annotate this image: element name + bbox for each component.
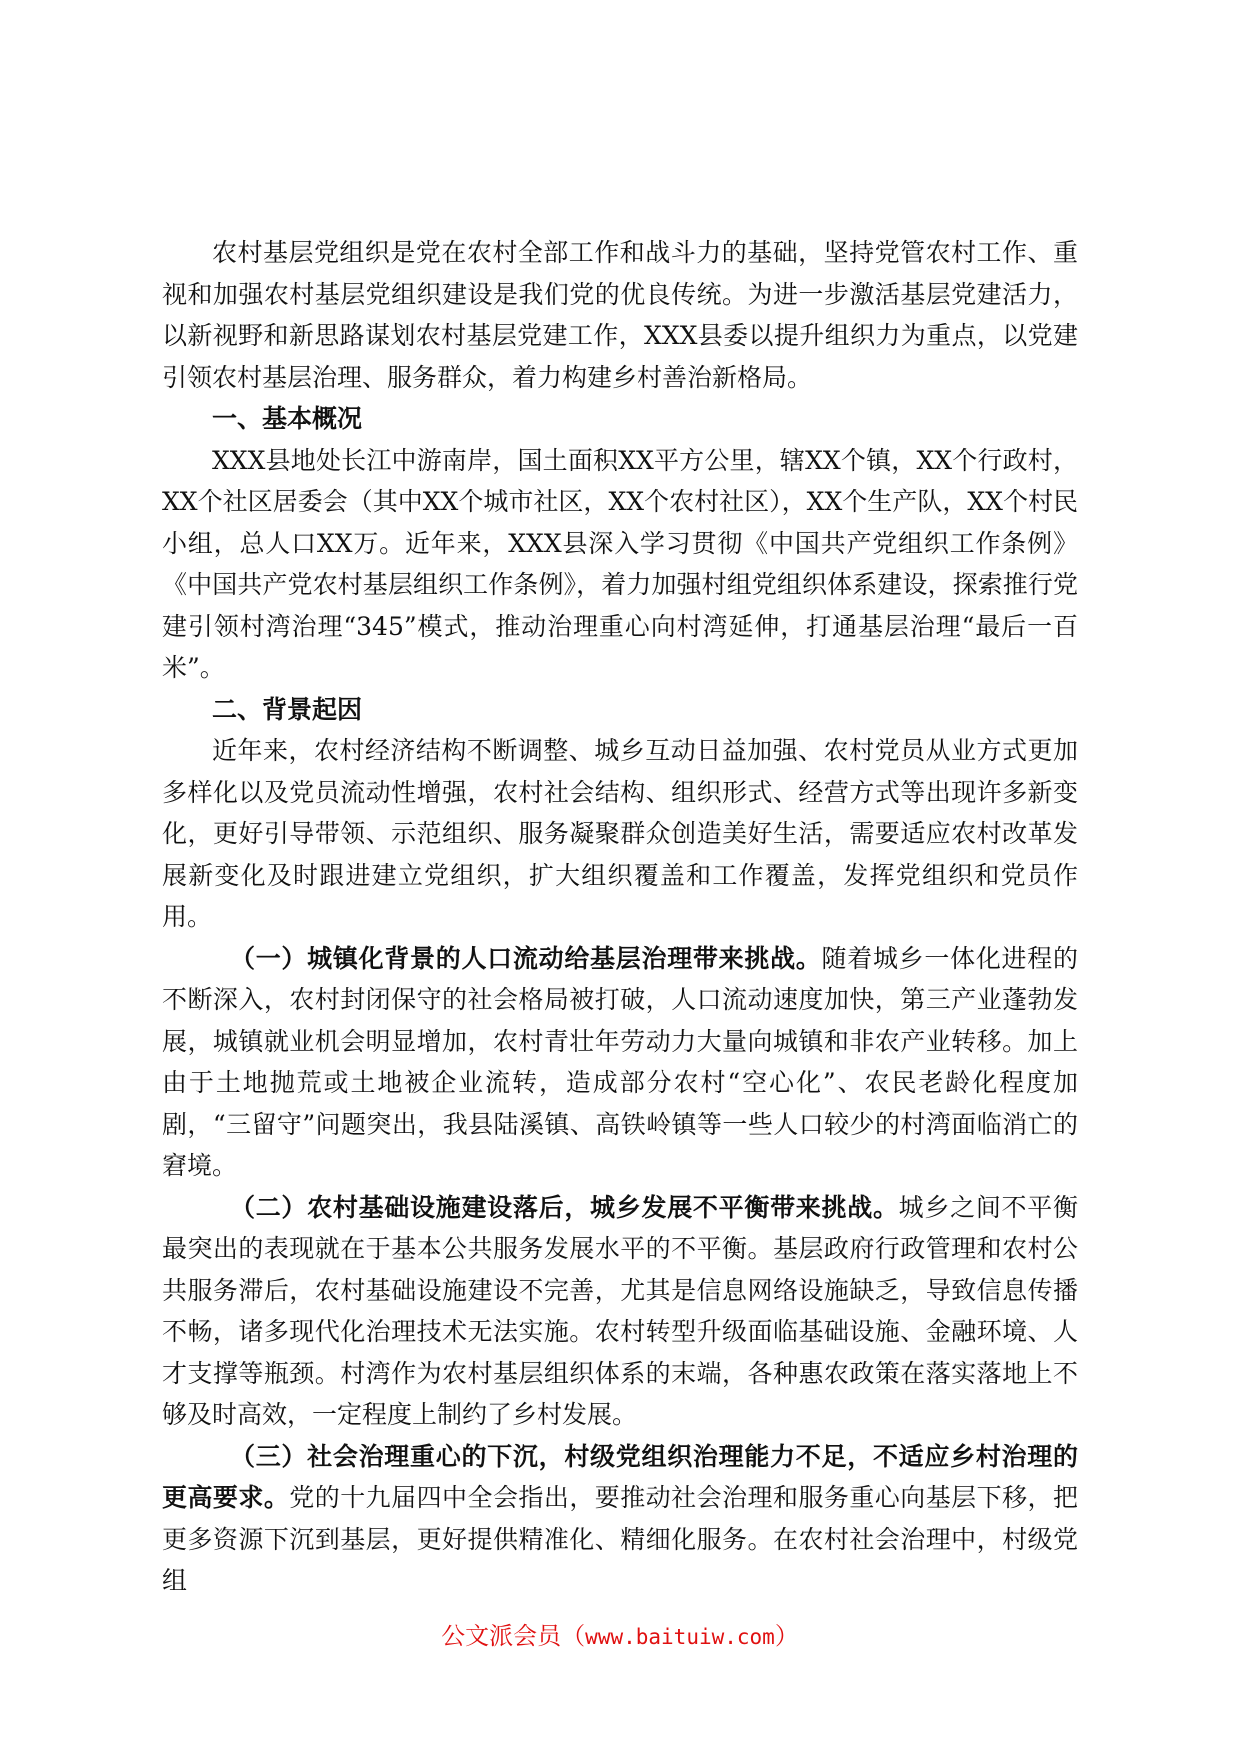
- subsection-text-2: 城乡之间不平衡最突出的表现就在于基本公共服务发展水平的不平衡。基层政府行政管理和农村公共服务滞后，农村基础设施建设不完善，尤其是信息网络设施缺乏，导致信息传播不畅，诸多现代化治理技术无法实施。农村转型升级面临基础设施、金融环境、人才支撑等瓶颈。村湾作为农村基层组织体系的末端，各种惠农政策在落实落地上不够及时高效，一定程度上制约了乡村发展。: [162, 1192, 1078, 1429]
- footer-watermark: [0, 1616, 1240, 1651]
- section-heading-background: 二、背景起因: [212, 694, 363, 724]
- subsection-paragraph-3: [162, 1436, 1078, 1602]
- subsection-lead-1: （一）城镇化背景的人口流动给基层治理带来挑战。: [230, 943, 822, 973]
- footer-suffix: ）: [774, 1622, 799, 1650]
- intro-paragraph: 农村基层党组织是党在农村全部工作和战斗力的基础，坚持党管农村工作、重视和加强农村基层党组织建设是我们党的优良传统。为进一步激活基层党建活力，以新视野和新思路谋划农村基层党建工作，XXX县委以提升组织力为重点，以党建引领农村基层治理、服务群众，着力构建乡村善治新格局。: [162, 238, 1078, 392]
- subsection-text-1: 随着城乡一体化进程的不断深入，农村封闭保守的社会格局被打破，人口流动速度加快，第三产业蓬勃发展，城镇就业机会明显增加，农村青壮年劳动力大量向城镇和非农产业转移。加上由于土地抛荒或土地被企业流转，造成部分农村“空心化”、农民老龄化程度加剧，“三留守”问题突出，我县陆溪镇、高铁岭镇等一些人口较少的村湾面临消亡的窘境。: [162, 943, 1078, 1180]
- subsection-paragraph-1: [162, 938, 1078, 1187]
- subsection-lead-2: （二）农村基础设施建设落后，城乡发展不平衡带来挑战。: [230, 1192, 899, 1222]
- subsection-text-3: 党的十九届四中全会指出，要推动社会治理和服务重心向基层下移，把更多资源下沉到基层，更好提供精准化、精细化服务。在农村社会治理中，村级党组: [162, 1483, 1078, 1595]
- document-body: [162, 232, 1078, 1602]
- footer-url[interactable]: www.baituiw.com: [585, 1625, 775, 1649]
- footer-prefix: 公文派会员（: [441, 1622, 586, 1650]
- section-heading-overview: 一、基本概况: [212, 404, 363, 433]
- subsection-paragraph-2: [162, 1187, 1078, 1436]
- subsection-lead-3: （三）社会治理重心的下沉，村级党组织治理能力不足，不适应乡村治理的更高要求。: [162, 1441, 1078, 1512]
- background-paragraph: 近年来，农村经济结构不断调整、城乡互动日益加强、农村党员从业方式更加多样化以及党员流动性增强，农村社会结构、组织形式、经营方式等出现许多新变化，更好引导带领、示范组织、服务凝聚群众创造美好生活，需要适应农村改革发展新变化及时跟进建立党组织，扩大组织覆盖和工作覆盖，发挥党组织和党员作用。: [162, 736, 1078, 931]
- overview-paragraph: XXX县地处长江中游南岸，国土面积XX平方公里，辖XX个镇，XX个行政村，XX个社区居委会（其中XX个城市社区，XX个农村社区），XX个生产队，XX个村民小组，总人口XX万。近年来，XXX县深入学习贯彻《中国共产党组织工作条例》《中国共产党农村基层组织工作条例》，着力加强村组党组织体系建设，探索推行党建引领村湾治理“345”模式，推动治理重心向村湾延伸，打通基层治理“最后一百米”。: [162, 445, 1078, 682]
